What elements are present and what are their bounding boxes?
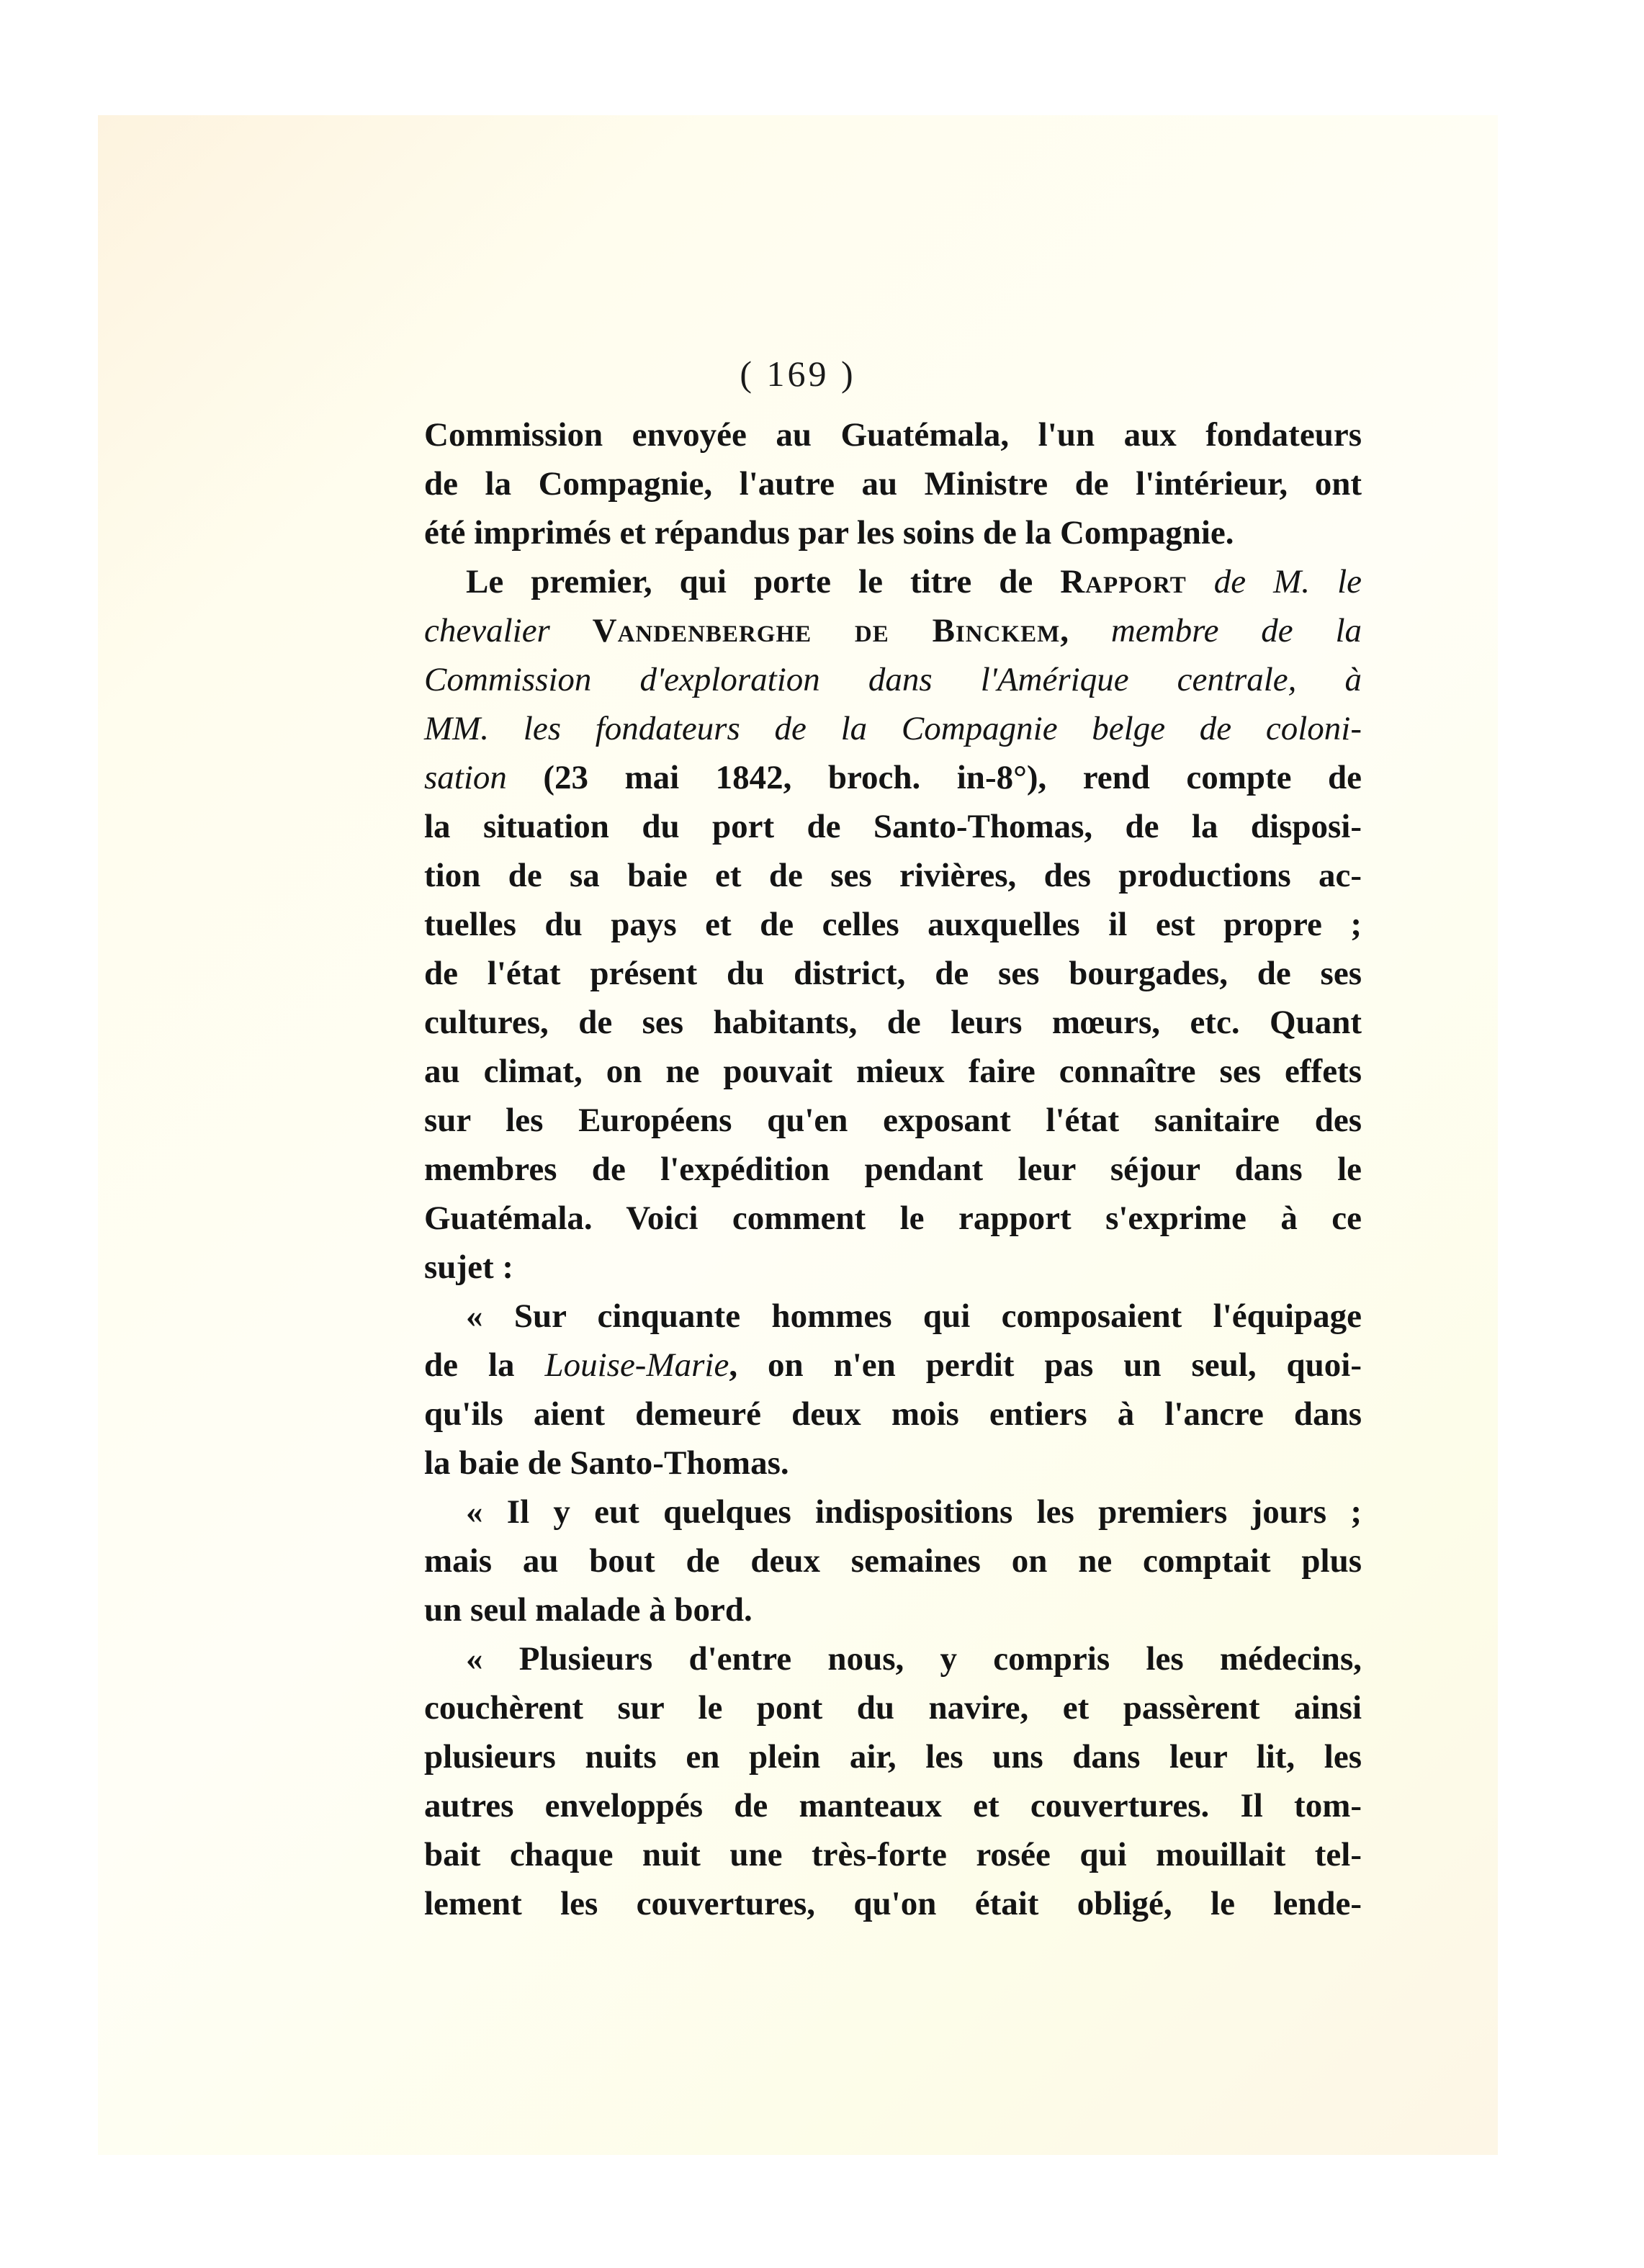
- text-line: [424, 1145, 1362, 1194]
- text-line: [424, 998, 1362, 1047]
- book-page: [98, 115, 1498, 2155]
- text-line: [424, 1732, 1362, 1781]
- text-segment: tion de sa baie et de ses rivières, des productions ac-: [424, 857, 1362, 894]
- text-segment: de l'état présent du district, de ses bourgades, de ses: [424, 955, 1362, 992]
- text-segment: Commission envoyée au Guatémala, l'un aux fondateurs: [424, 416, 1362, 454]
- text-segment: couchèrent sur le pont du navire, et passèrent ainsi: [424, 1689, 1362, 1727]
- body-text: [424, 410, 1362, 1928]
- text-line: [424, 1488, 1362, 1536]
- text-segment: « Il y eut quelques indispositions les premiers jours ;: [466, 1493, 1362, 1531]
- italic-text: de M. le: [1186, 563, 1362, 600]
- text-line: [424, 1390, 1362, 1439]
- text-line: [424, 1047, 1362, 1096]
- text-segment: , on n'en perdit pas un seul, quoi-: [729, 1346, 1362, 1384]
- text-segment: un seul malade à bord.: [424, 1591, 753, 1629]
- text-line: [424, 802, 1362, 851]
- italic-text: sation: [424, 759, 507, 796]
- text-segment: de la: [424, 1346, 545, 1384]
- text-segment: (23 mai 1842, broch. in-8°), rend compte de: [506, 759, 1362, 796]
- text-line: [424, 949, 1362, 998]
- italic-text: membre de la: [1110, 612, 1362, 649]
- text-segment: sur les Européens qu'en exposant l'état sanitaire des: [424, 1102, 1362, 1139]
- text-line: [424, 508, 1362, 557]
- text-line: [424, 1341, 1362, 1390]
- page-number: ( 169 ): [740, 354, 856, 394]
- text-segment: la situation du port de Santo-Thomas, de la disposi-: [424, 808, 1362, 845]
- text-line: [424, 410, 1362, 459]
- text-segment: de la Compagnie, l'autre au Ministre de l'intérieur, ont: [424, 465, 1362, 503]
- text-segment: tuelles du pays et de celles auxquelles il est propre ;: [424, 906, 1362, 943]
- small-caps-text: Rapport: [1060, 563, 1187, 600]
- text-segment: lement les couvertures, qu'on était obligé, le lende-: [424, 1885, 1362, 1922]
- text-line: [424, 1243, 1362, 1292]
- text-line: [424, 851, 1362, 900]
- small-caps-text: Vandenberghe de Binckem: [592, 612, 1061, 649]
- text-segment: la baie de Santo-Thomas.: [424, 1444, 789, 1482]
- text-line: [424, 753, 1362, 802]
- italic-text: Commission d'exploration dans l'Amérique centrale, à: [424, 661, 1362, 698]
- text-line: [424, 1096, 1362, 1145]
- text-line: [424, 1585, 1362, 1634]
- text-line: [424, 1830, 1362, 1879]
- text-segment: été imprimés et répandus par les soins de la Compagnie.: [424, 514, 1234, 552]
- text-line: [424, 655, 1362, 704]
- text-segment: qu'ils aient demeuré deux mois entiers à l'ancre dans: [424, 1395, 1362, 1433]
- text-segment: « Plusieurs d'entre nous, y compris les médecins,: [466, 1640, 1362, 1678]
- text-segment: plusieurs nuits en plein air, les uns dans leur lit, les: [424, 1738, 1362, 1776]
- text-segment: mais au bout de deux semaines on ne comptait plus: [424, 1542, 1362, 1580]
- text-line: [424, 557, 1362, 606]
- text-line: [424, 606, 1362, 655]
- text-line: [424, 1634, 1362, 1683]
- text-segment: membres de l'expédition pendant leur séjour dans le: [424, 1151, 1362, 1188]
- text-segment: bait chaque nuit une très-forte rosée qui mouillait tel-: [424, 1836, 1362, 1873]
- text-line: [424, 1879, 1362, 1928]
- text-line: [424, 900, 1362, 949]
- text-segment: cultures, de ses habitants, de leurs mœurs, etc. Quant: [424, 1004, 1362, 1041]
- text-line: [424, 1194, 1362, 1243]
- text-segment: sujet :: [424, 1248, 513, 1286]
- text-line: [424, 1781, 1362, 1830]
- text-segment: Le premier, qui porte le titre de: [466, 563, 1061, 600]
- text-segment: autres enveloppés de manteaux et couvertures. Il tom-: [424, 1787, 1362, 1824]
- text-segment: ,: [1060, 612, 1111, 649]
- italic-text: Louise-Marie: [544, 1346, 729, 1384]
- text-line: [424, 1292, 1362, 1341]
- text-segment: « Sur cinquante hommes qui composaient l'équipage: [466, 1297, 1362, 1335]
- text-line: [424, 459, 1362, 508]
- text-line: [424, 1683, 1362, 1732]
- text-line: [424, 1536, 1362, 1585]
- italic-text: chevalier: [424, 612, 593, 649]
- italic-text: MM. les fondateurs de la Compagnie belge de coloni-: [424, 710, 1362, 747]
- text-segment: au climat, on ne pouvait mieux faire connaître ses effets: [424, 1053, 1362, 1090]
- text-line: [424, 704, 1362, 753]
- text-line: [424, 1439, 1362, 1488]
- text-segment: Guatémala. Voici comment le rapport s'exprime à ce: [424, 1200, 1362, 1237]
